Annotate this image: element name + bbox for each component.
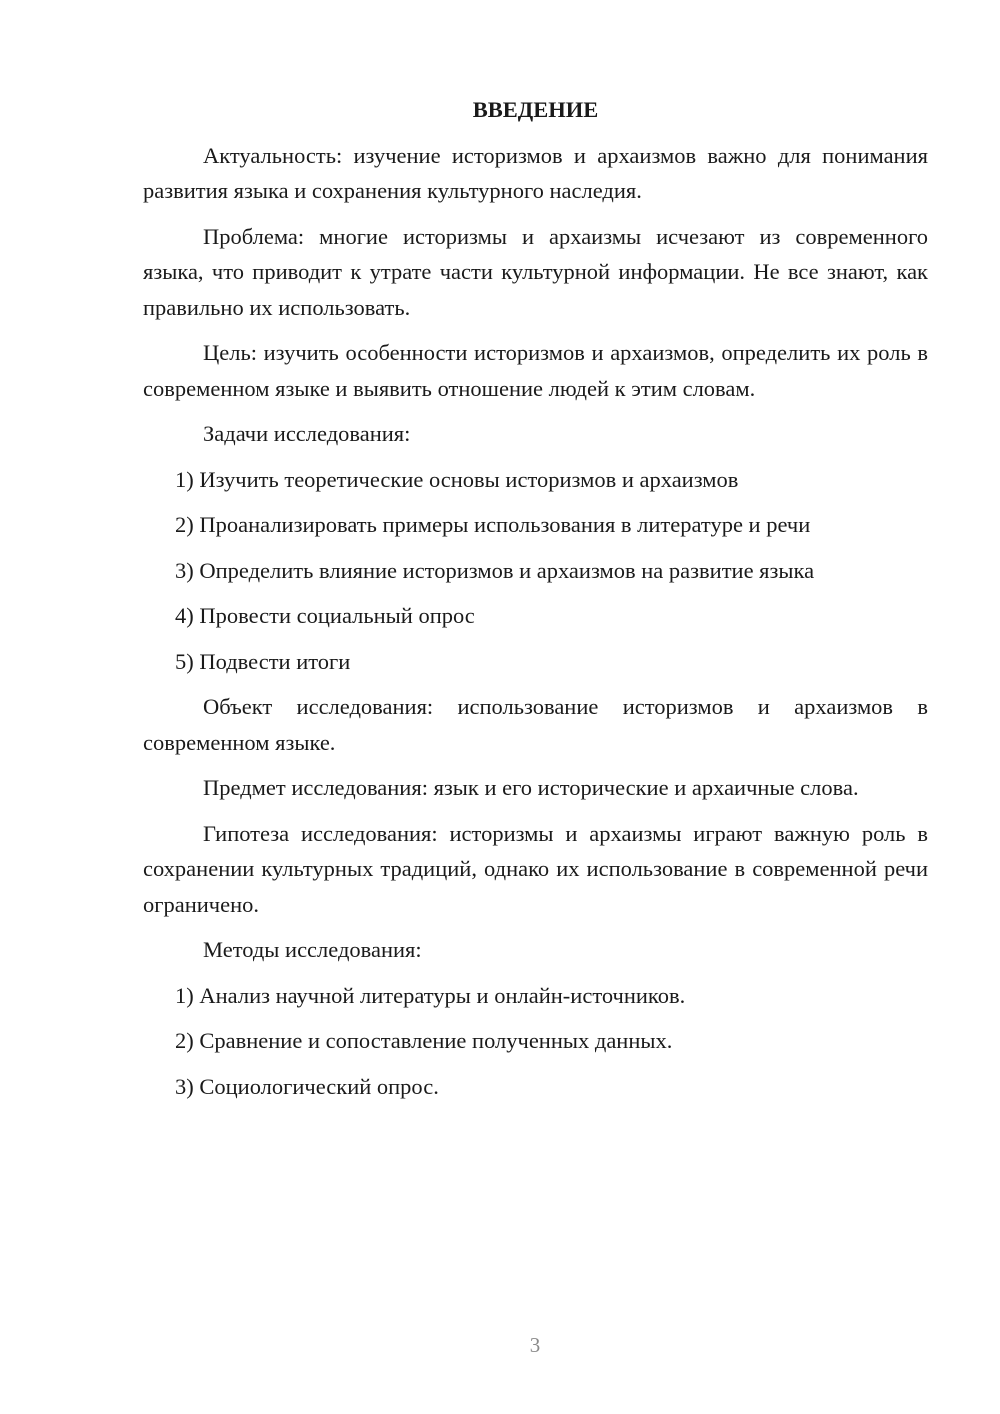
subject-paragraph: Предмет исследования: язык и его исторические и архаичные слова. (203, 775, 859, 800)
goal-paragraph: Цель: изучить особенности историзмов и архаизмов, определить их роль в современном языке и выявить отношение людей к этим словам. (143, 340, 928, 401)
task-item: 1) Изучить теоретические основы историзмов и архаизмов (175, 466, 739, 492)
method-item: 2) Сравнение и сопоставление полученных данных. (175, 1028, 673, 1053)
task-item: 2) Проанализировать примеры использования в литературе и речи (175, 512, 811, 537)
hypothesis-paragraph: Гипотеза исследования: историзмы и архаизмы играют важную роль в сохранении культурных традиций, однако их использование в современной речи ограничено. (143, 820, 928, 917)
page-content (143, 92, 928, 1114)
methods-list (143, 978, 928, 1105)
methods-heading: Методы исследования: (203, 937, 422, 962)
tasks-heading: Задачи исследования: (203, 421, 411, 446)
tasks-list (143, 462, 928, 680)
problem-paragraph: Проблема: многие историзмы и архаизмы исчезают из современного языка, что приводит к утрате части культурной информации. Не все знают, как правильно их использовать. (143, 223, 928, 320)
task-item: 3) Определить влияние историзмов и архаизмов на развитие языка (175, 557, 815, 583)
method-item: 1) Анализ научной литературы и онлайн-источников. (175, 982, 686, 1008)
task-item: 5) Подвести итоги (175, 648, 351, 674)
task-item: 4) Провести социальный опрос (175, 603, 475, 628)
method-item: 3) Социологический опрос. (175, 1073, 439, 1099)
relevance-paragraph: Актуальность: изучение историзмов и архаизмов важно для понимания развития языка и сохранения культурного наследия. (143, 142, 928, 203)
object-paragraph: Объект исследования: использование историзмов и архаизмов в современном языке. (143, 694, 928, 755)
section-title: ВВЕДЕНИЕ (472, 97, 599, 122)
page-number: 3 (529, 1333, 541, 1357)
